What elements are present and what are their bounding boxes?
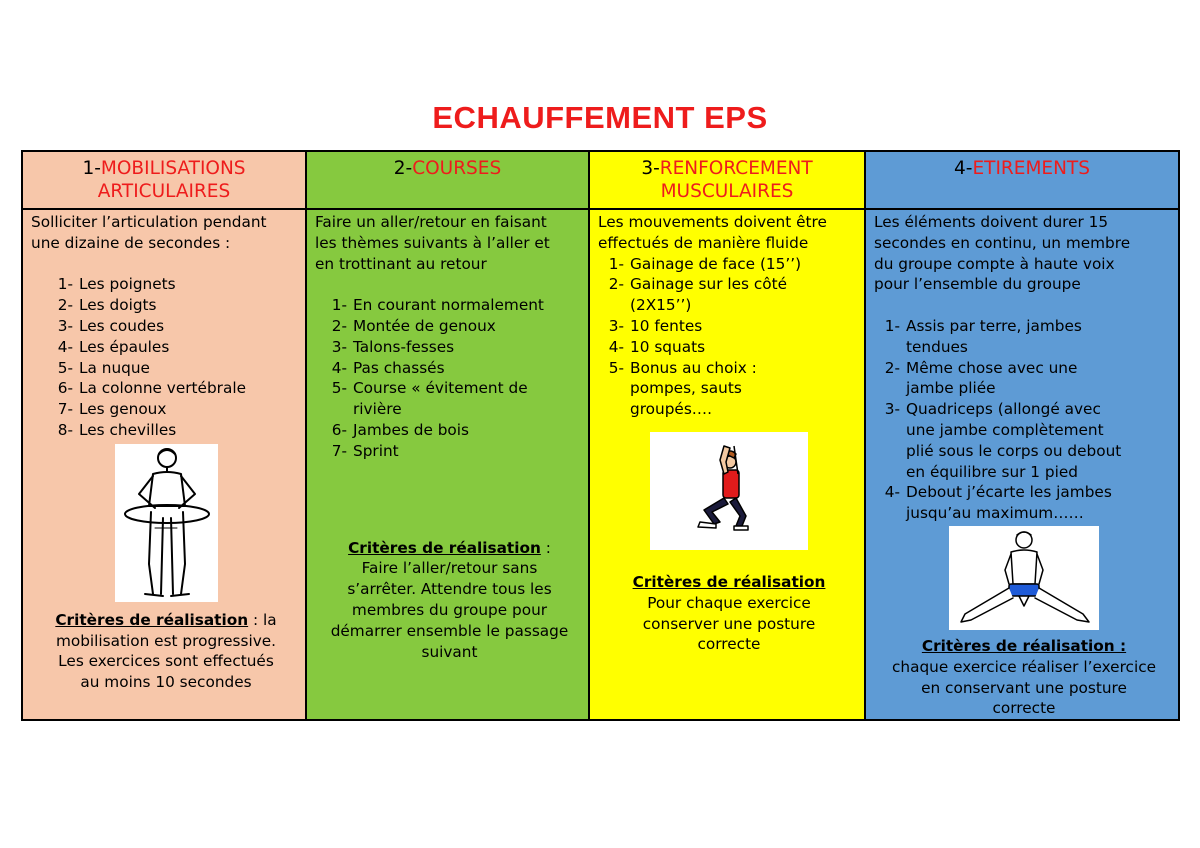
list-item: 2- Montée de genoux (331, 316, 496, 335)
intro-line: Les éléments doivent durer 15 (874, 213, 1109, 231)
column-etirements (865, 209, 1179, 720)
list-item: 4- Pas chassés (331, 358, 445, 377)
criteria-line: en conservant une posture (921, 678, 1127, 697)
criteria-line: conserver une posture (642, 614, 816, 633)
hip-rotation-illustration (115, 444, 218, 602)
intro-line: Faire un aller/retour en faisant (315, 213, 547, 231)
list-item: 2- Les doigts (57, 296, 157, 315)
list-item: 3- 10 fentes (608, 316, 703, 335)
list-item: 7- Sprint (331, 441, 399, 460)
lunge-illustration (650, 432, 808, 550)
intro-line: en trottinant au retour (315, 254, 487, 273)
column-courses: Faire un aller/retour en faisant les thèmes suivants à l’aller et en trottinant au retour 1- En courant normalement 2- Montée de genoux 3- Talons-fesses 4- Pas chassés 5- Course « évitement de rivière 6- Jambes de bois 7- Sprint Critères de réalisation : Faire l’aller/retour sans s’arrêter. Attendre tous les membres du groupe pour démarrer ensemble le passage suivant (306, 209, 589, 720)
list-item: 1- En courant normalement (331, 296, 544, 315)
criteria-label: Critères de réalisation (632, 572, 826, 591)
list-item: 2- Même chose avec une jambe pliée (884, 358, 1078, 398)
list-item: 3- Talons-fesses (331, 337, 455, 356)
hula-figure-icon (115, 444, 218, 602)
list-item: 5- La nuque (57, 358, 150, 377)
list-item: 4- Debout j’écarte les jambes jusqu’au maximum…… (884, 483, 1112, 523)
column-renforcement (589, 209, 865, 720)
content-row (22, 209, 1179, 720)
lunge-figure-icon (650, 432, 808, 550)
criteria-line: s’arrêter. Attendre tous les (347, 580, 552, 599)
page-title: ECHAUFFEMENT EPS (432, 100, 768, 135)
criteria-line: mobilisation est progressive. (55, 631, 277, 650)
criteria-label: Critères de réalisation (348, 538, 541, 557)
criteria-line: membres du groupe pour (351, 600, 548, 619)
criteria-line: démarrer ensemble le passage (330, 621, 569, 640)
list-item: 7- Les genoux (57, 400, 167, 419)
header-mobilisations: 1-MOBILISATIONS ARTICULAIRES (22, 151, 306, 209)
intro-line: Les mouvements doivent être (598, 213, 827, 231)
warmup-table (21, 150, 1180, 721)
criteria-line: chaque exercice réaliser l’exercice (891, 657, 1157, 676)
list-item: 1- Assis par terre, jambes tendues (884, 316, 1082, 356)
list-item: 5- Course « évitement de rivière (331, 379, 528, 419)
intro-line: du groupe compte à haute voix (874, 254, 1115, 273)
heading-line: ARTICULAIRES (97, 181, 231, 202)
list-item: 6- La colonne vertébrale (57, 379, 246, 398)
list-item: 5- Bonus au choix : pompes, sauts groupés…. (608, 358, 757, 419)
list-item: 6- Jambes de bois (331, 420, 470, 439)
heading-line: MUSCULAIRES (660, 181, 794, 202)
criteria-label: Critères de réalisation : (921, 636, 1127, 655)
header-courses: 2-COURSES (306, 151, 589, 209)
intro-line: effectués de manière fluide (598, 233, 809, 252)
column-mobilisations: Solliciter l’articulation pendant une dizaine de secondes : 1- Les poignets 2- Les doigts 3- Les coudes 4- Les épaules 5- La nuque 6- La colonne vertébrale 7- Les genoux 8- Les chevilles Critères de réalisation : la mobilisation est progressive. Les exercices sont effectués au moins 10 secondes (22, 209, 306, 720)
straddle-stretch-illustration (949, 526, 1099, 630)
heading-line: MOBILISATIONS (100, 158, 246, 179)
intro-line: une dizaine de secondes : (31, 233, 231, 252)
criteria-line: Faire l’aller/retour sans (361, 559, 538, 578)
criteria-line: Pour chaque exercice (647, 593, 811, 612)
header-etirements: 4-ETIREMENTS (865, 151, 1179, 209)
list-item: 1- Gainage de face (15’’) (608, 254, 802, 273)
stretch-figure-icon (949, 526, 1099, 630)
intro-line: Solliciter l’articulation pendant (31, 213, 267, 231)
heading-line: COURSES (412, 158, 502, 179)
criteria-line: correcte (697, 635, 761, 654)
list-item: 1- Les poignets (57, 275, 176, 294)
list-item: 4- Les épaules (57, 337, 170, 356)
list-item: 3- Les coudes (57, 316, 165, 335)
intro-line: pour l’ensemble du groupe (874, 275, 1081, 294)
list-item: 4- 10 squats (608, 337, 706, 356)
list-item: 2- Gainage sur les côté (2X15’’) (608, 275, 788, 315)
criteria-line: au moins 10 secondes (80, 673, 252, 692)
intro-line: secondes en continu, un membre (874, 233, 1131, 252)
header-row (22, 151, 1179, 209)
criteria-line: correcte (992, 699, 1056, 718)
heading-line: ETIREMENTS (972, 158, 1090, 179)
list-item: 8- Les chevilles (57, 420, 177, 439)
criteria-line: Les exercices sont effectués (58, 652, 274, 671)
list-item: 3- Quadriceps (allongé avec une jambe complètement plié sous le corps ou debout en équilibre sur 1 pied (884, 400, 1122, 481)
intro-line: les thèmes suivants à l’aller et (315, 233, 550, 252)
criteria-line: suivant (421, 642, 478, 661)
criteria-label: Critères de réalisation (55, 610, 249, 629)
header-renforcement: 3-RENFORCEMENT MUSCULAIRES (589, 151, 865, 209)
heading-line: RENFORCEMENT (659, 158, 813, 179)
